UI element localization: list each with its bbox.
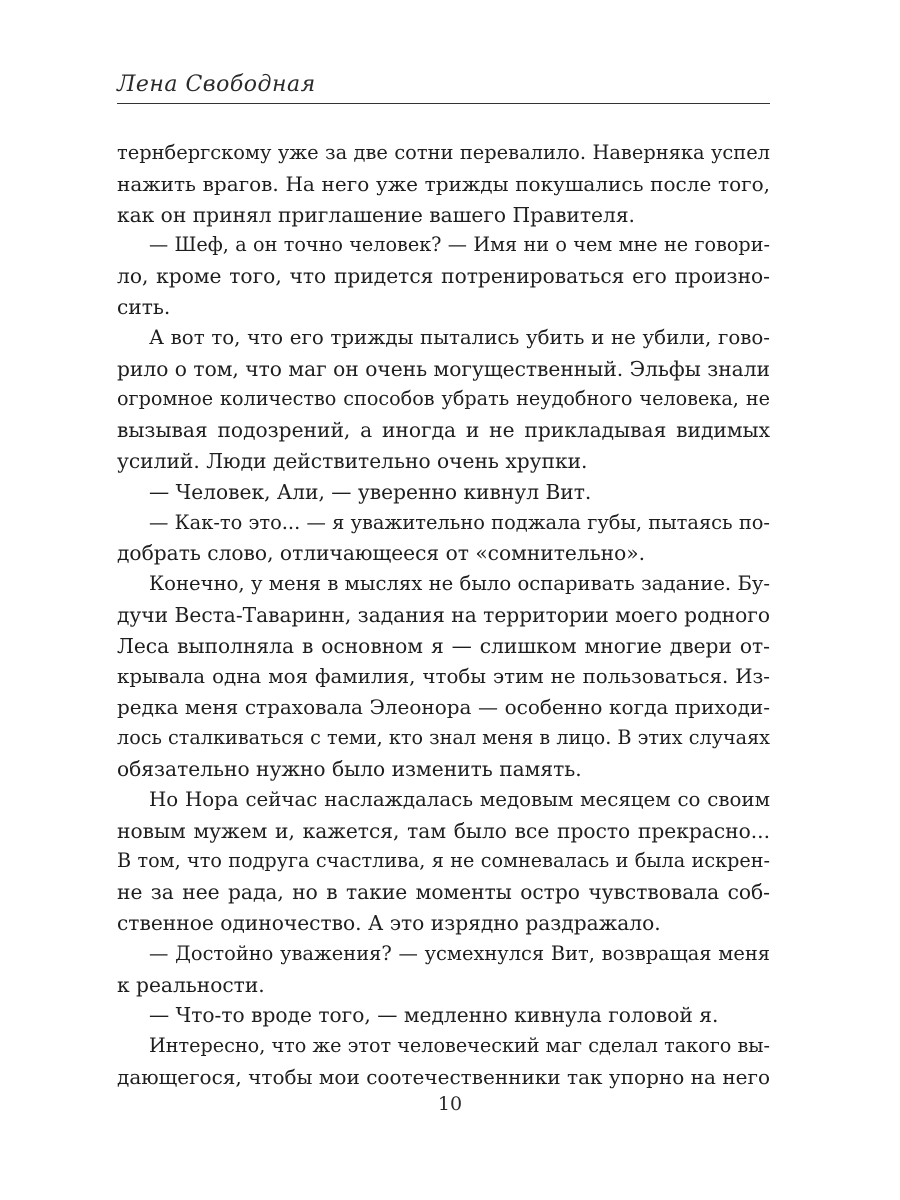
page-number: 10: [437, 1093, 463, 1115]
text-line: — Как-то это... — я уважительно поджала губы, пытаясь по-: [149, 510, 770, 534]
text-line: усилий. Люди действительно очень хрупки.: [117, 448, 588, 473]
body-text: [117, 138, 770, 1093]
text-line: лось сталкиваться с теми, кто знал меня в лицо. В этих случаях: [117, 726, 770, 750]
text-line: нажить врагов. На него уже трижды покушались после того,: [117, 171, 770, 196]
text-line: Конечно, у меня в мыслях не было оспаривать задание. Бу-: [149, 572, 770, 596]
text-line: — Шеф, а он точно человек? — Имя ни о чем мне не говори-: [149, 233, 770, 257]
text-line: — Что-то вроде того, — медленно кивнула головой я.: [149, 1003, 719, 1028]
text-line: к реальности.: [117, 972, 265, 997]
text-line: Леса выполняла в основном я — слишком многие двери от-: [117, 633, 770, 658]
text-line: редка меня страховала Элеонора — особенно когда приходи-: [117, 695, 770, 720]
text-line: ло, кроме того, что придется потренироваться его произно-: [117, 264, 770, 289]
text-line: добрать слово, отличающееся от «сомнительно».: [117, 541, 646, 566]
text-line: обязательно нужно было изменить память.: [117, 756, 582, 781]
text-line: рило о том, что маг он очень могущественный. Эльфы знали: [117, 356, 770, 381]
text-line: дающегося, чтобы мои соотечественники так упорно на него: [117, 1064, 770, 1089]
text-line: Интересно, что же этот человеческий маг сделал такого вы-: [149, 1034, 770, 1058]
text-line: вызывая подозрений, а иногда и не прикладывая видимых: [117, 418, 770, 443]
text-line: тернбергскому уже за две сотни перевалило. Наверняка успел: [117, 141, 770, 164]
text-line: сить.: [117, 294, 171, 319]
text-line: новым мужем и, кажется, там было все просто прекрасно...: [117, 818, 770, 843]
text-line: как он принял приглашение вашего Правителя.: [117, 202, 635, 227]
text-line: В том, что подруга счастлива, я не сомневалась и была искрен-: [117, 849, 770, 873]
text-line: Но Нора сейчас наслаждалась медовым месяцем со своим: [149, 787, 770, 811]
text-line: дучи Веста-Таваринн, задания на территории моего родного: [117, 602, 770, 627]
header-rule: [117, 103, 770, 104]
text-line: огромное количество способов убрать неудобного человека, не: [117, 387, 770, 411]
running-head-author: Лена Свободная: [117, 72, 316, 97]
text-line: ственное одиночество. А это изрядно раздражало.: [117, 910, 661, 935]
text-line: не за нее рада, но в такие моменты остро чувствовала соб-: [117, 880, 770, 905]
text-line: — Достойно уважения? — усмехнулся Вит, возвращая меня: [149, 941, 770, 965]
text-line: — Человек, Али, — уверенно кивнул Вит.: [149, 479, 592, 504]
text-line: крывала одна моя фамилия, чтобы этим не пользоваться. Из-: [117, 664, 770, 688]
text-line: А вот то, что его трижды пытались убить и не убили, гово-: [149, 325, 770, 349]
